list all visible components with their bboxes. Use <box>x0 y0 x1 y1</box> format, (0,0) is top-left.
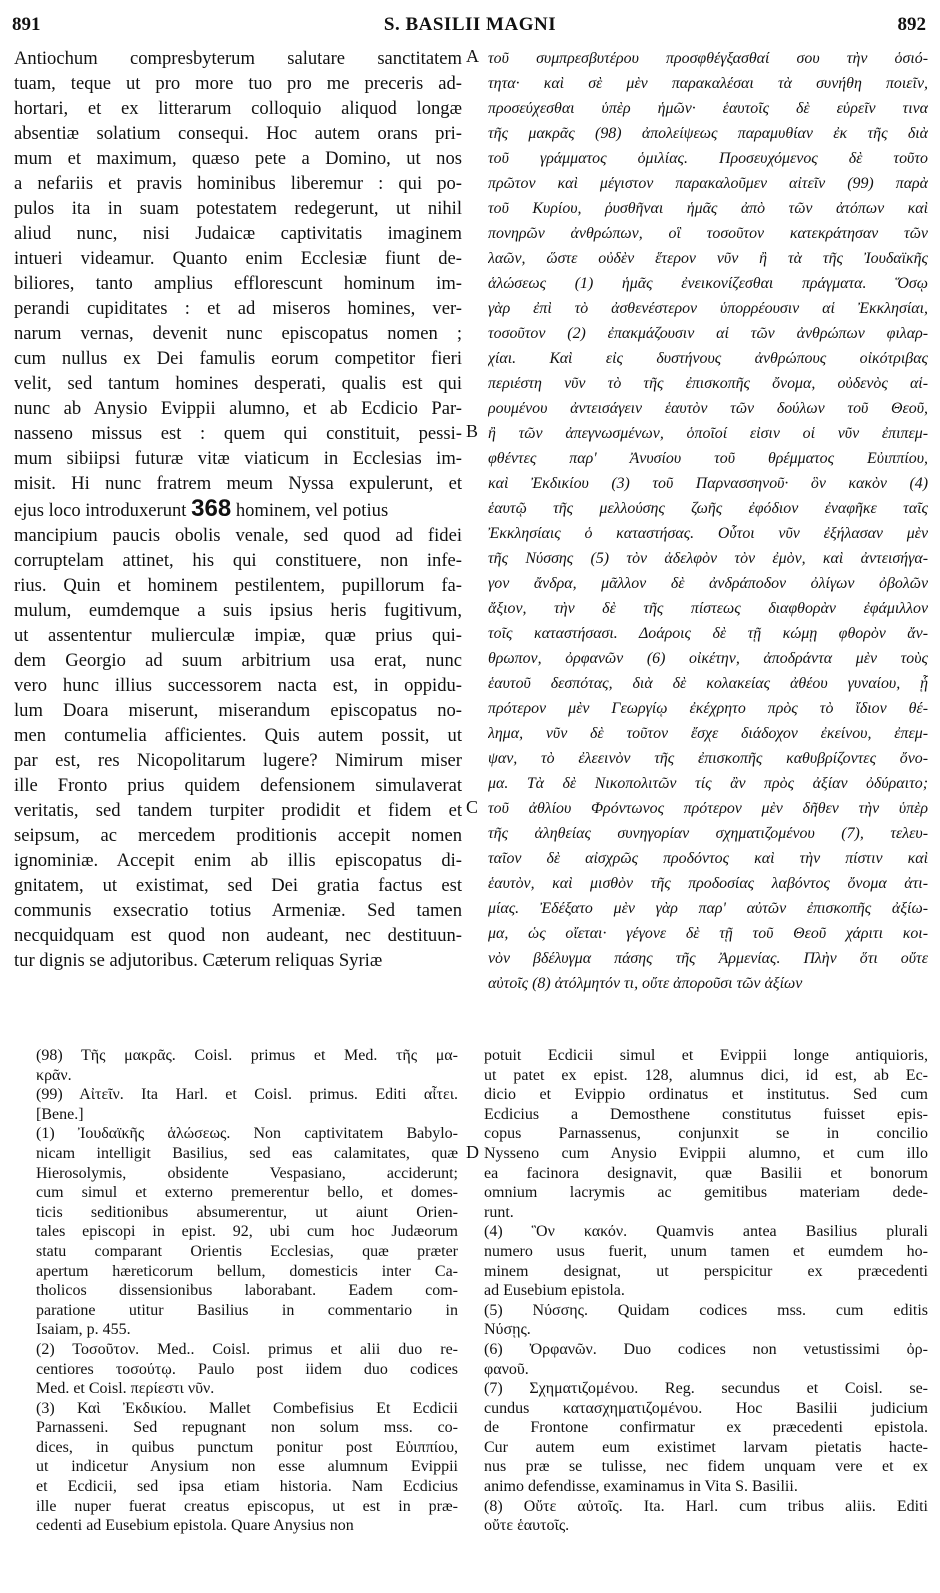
text-line: ille Fronto prius quidem defensionem simulaverat <box>14 775 462 796</box>
text-line: veritatis, sed tandem turpiter prodidit et fidem et <box>14 800 462 821</box>
text-line: ille nuper fuerat creatus episcopus, ut est in præ- <box>36 1497 458 1515</box>
text-line: apertum hæreticorum bellum, domesticis inter Ca- <box>36 1262 458 1280</box>
text-line: μα, ὡς οἴεται· γέγονε δὲ τῇ τοῦ Θεοῦ χάριτι κοι- <box>488 925 928 942</box>
text-line: ut indicetur Anysium non esse alumnum Evippii <box>36 1458 458 1476</box>
text-line: velit, sed tantum homines desperati, qualis est qui <box>14 373 462 394</box>
text-line: cum nullus ex Dei famulis eorum competitor fieri <box>14 348 462 369</box>
text-line: animo defendisse, examinamus in Vita S. Basilii. <box>484 1478 798 1496</box>
text-line: (7) Σχηματιζομένου. Reg. secundus et Coisl. se- <box>484 1380 928 1398</box>
text-line: τῆς Νύσσης (5) τὸν ἀδελφὸν τὸν ἐμὸν, καὶ ἀντεισήγα- <box>488 550 928 567</box>
page-number-right: 892 <box>897 14 926 35</box>
text-line: perandi cupiditates : et ad miseros homines, ver- <box>14 298 462 319</box>
footnote <box>484 1222 928 1300</box>
section-marker-d: D <box>466 1142 479 1162</box>
greek-column <box>488 46 928 996</box>
text-line: ea facinora designavit, quæ Basilii et bonorum <box>484 1164 928 1182</box>
text-line: numero usus fuerit, unum tamen et eumdem ho- <box>484 1242 928 1260</box>
text-line: narum vernas, devenit nunc episcopatus nomen ; <box>14 323 462 344</box>
text-line: necquidquam est quod non audeant, nec destituun- <box>14 925 462 946</box>
text-line: θρωπον, ὀρφανῶν (6) οἰκέτην, ἀποδράντα μὲν τοὺς <box>488 650 928 667</box>
text-line: τητα· καὶ σὲ μὲν παρακαλέσαι τὰ συνήθη ποιεῖν, <box>488 75 928 92</box>
text-line: tur dignis se adjutoribus. Cæterum reliquas Syriæ <box>14 950 383 971</box>
text-line: ψαν, τὸ ἐλεεινὸν τῆς ἐπισκοπῆς καθυβρίζοντες ὄνο- <box>488 750 928 767</box>
text-line: (5) Νύσσης. Quidam codices mss. cum editis <box>484 1301 928 1319</box>
text-line: (4) Ὃν κακόν. Quamvis antea Basilius plurali <box>484 1223 928 1241</box>
column-number: 368 <box>191 496 232 522</box>
text-line: biliores, tanto amplius efflorescunt hominum im- <box>14 273 462 294</box>
text-line: cundus κατασχηματιζομένου. Hoc Basilii judicium <box>484 1399 928 1417</box>
section-marker-c: C <box>466 797 479 817</box>
text-line: αὐτοῖς (8) ἀτόλμητόν τι, οὔτε ἀποροῦσι τῶν ἀξίων <box>488 975 803 992</box>
text-line: hortari, et ex litterarum colloquio aliquod longæ <box>14 98 462 119</box>
text-line: Hierosolymis, obsidente Vespasiano, acciderunt; <box>36 1164 458 1182</box>
text-line: τῆς μακρᾶς (98) ἀπολείψεως παραμυθίαν ἐκ τῆς διὰ <box>488 125 928 142</box>
text-line: nus præ se tulisse, nec fidem unquam vere et ex <box>484 1458 928 1476</box>
text-line: gnitatem, ut existimat, sed Dei gratia factus est <box>14 875 462 896</box>
text-line: dicio et Evippio ordinatus et institutus. Sed cum <box>484 1086 928 1104</box>
text-line: mum sibiipsi futuræ vitæ viaticum in Ecclesias im- <box>14 448 462 469</box>
text-line: περιέστη νῦν τὸ τῆς ἐπισκοπῆς ὄνομα, οὐδενὸς αἱ- <box>488 375 928 392</box>
text-line: rius. Quin et hominem pestilentem, pupillorum fa- <box>14 575 462 596</box>
text-line: (98) Τῆς μακρᾶς. Coisl. primus et Med. τῆς μα- <box>36 1047 458 1064</box>
text-line: pulos ita in suam potestatem redegerunt, ut nihil <box>14 198 462 219</box>
text-line: ignominiæ. Accepit enim ab illis episcopatus di- <box>14 850 462 871</box>
text-line: γον ἄνδρα, μᾶλλον δὲ ἀνδράποδον ὀλίγων ὀβολῶν <box>488 575 928 592</box>
text-line: vero hunc illius successorem nacta est, in oppidu- <box>14 675 462 696</box>
text-line: καὶ Ἐκδικίου (3) τοῦ Παρνασσηνοῦ· ὃν κακὸν (4) <box>488 475 928 492</box>
text-line: nicam intelligit Basilius, sed eas calamitates, quæ <box>36 1144 458 1162</box>
text-line: [Bene.] <box>36 1105 84 1123</box>
text-line: Antiochum compresbyterum salutare sanctitatem <box>14 48 462 69</box>
text-line: Ecdicius a Demosthene constitutus fuisset epis- <box>484 1105 928 1123</box>
text-line: minem designat, ut perspicitur ex præcedenti <box>484 1262 928 1280</box>
text-line: ἁλώσεως (1) ἡμᾶς ἐνεικονίζεσθαι πράγματα. Ὅσῳ <box>488 275 928 292</box>
footnote <box>36 1124 458 1340</box>
text-line: nunc ab Anysio Evippii alumno, et ab Ecdicio Par- <box>14 398 462 419</box>
text-line: ticis seditionibus absumerentur, ut aiunt Orien- <box>36 1203 458 1221</box>
line-text: ejus loco introduxerunt <box>14 500 192 521</box>
text-line: τοσοῦτον (2) ἐπακμάζουσιν αἱ τῶν ἀνθρώπων φιλαρ- <box>488 325 928 342</box>
text-line: τοῦ ἀθλίου Φρόντωνος πρότερον μὲν δῆθεν τὴν ὑπὲρ <box>488 800 928 817</box>
text-line: χίαι. Καὶ εἰς δυστήνους ἀνθρώπους οἰκότριβας <box>488 350 928 367</box>
text-line: Parnasseni. Sed repugnant non solum mss. co- <box>36 1419 458 1437</box>
text-line: τοῦ συμπρεσβυτέρου προσφθέγξασθαί σου τὴν ὁσιό- <box>488 50 928 67</box>
text-line: tuam, teque ut pro more tuo pro me preceris ad- <box>14 73 462 94</box>
text-line: (1) Ἰουδαϊκῆς ἁλώσεως. Non captivitatem Babylo- <box>36 1125 458 1143</box>
text-line: mulum, eumdemque a suis ipsius heris fugitivum, <box>14 600 462 621</box>
text-line: dices, in quibus punctum ponitur post Εὐιππίου, <box>36 1438 458 1456</box>
text-line: μίας. Ἐδέξατο μὲν γὰρ παρ' αὐτῶν ἐπισκοπῆς ἀξίω- <box>488 900 928 917</box>
text-line: οὔτε ἑαυτοῖς. <box>484 1517 570 1535</box>
text-line: (3) Καὶ Ἐκδικίου. Mallet Combefisius Et Ecdicii <box>36 1399 458 1417</box>
text-line: et Ecdicii, sed ipsa etiam historia. Nam Ecdicius <box>36 1478 458 1496</box>
footnote <box>36 1399 458 1536</box>
text-line: πρότερον μὲν Γεωργίῳ ἐκέχρητο πρὸς τὸ ἴδιον θέ- <box>488 700 928 717</box>
text-line: aliud nunc, nisi Judaicæ captivitatis imaginem <box>14 223 462 244</box>
text-line: paratione utitur Basilius in commentario in <box>36 1301 458 1319</box>
text-line: cedenti ad Eusebium epistola. Quare Anysius non <box>36 1517 354 1535</box>
text-line: ad Eusebium epistola. <box>484 1282 625 1300</box>
footnote <box>36 1340 458 1399</box>
text-line: τοῖς καταστήσασι. Δοάροις δὲ τῇ κώμῃ φθορὸν ἄν- <box>488 625 928 642</box>
text-line: ἑαυτῷ τῆς μελλούσης ζωῆς ἐφόδιον ἐναφῆκε ταῖς <box>488 500 928 517</box>
latin-column <box>14 46 462 973</box>
text-line: Νύσῃς. <box>484 1321 531 1339</box>
text-line: men contumelia afficientes. Quis autem possit, ut <box>14 725 462 746</box>
footnote <box>484 1497 928 1536</box>
text-line: ut patet ex epist. 128, alumnus dici, id est, ab Ec- <box>484 1066 928 1084</box>
text-line: seipsum, ac mercedem proditionis accepit nomen <box>14 825 462 846</box>
text-line: τοῦ γράμματος ὁμιλίας. Προσευχόμενος δὲ τοῦτο <box>488 150 928 167</box>
footnote <box>484 1379 928 1497</box>
text-line: centiores τοσούτῳ. Paulo post iidem duo codices <box>36 1360 458 1378</box>
text-line: absentiæ solatium consequi. Hoc autem orans pri- <box>14 123 462 144</box>
text-line: statu comparant Orientis Ecclesias, quæ præter <box>36 1242 458 1260</box>
text-line: Nysseno cum Anysio Evippii alumno, et cum illo <box>484 1144 928 1162</box>
text-line: runt. <box>484 1203 514 1221</box>
text-line: tholicos dissensionibus laborabant. Eadem com- <box>36 1282 458 1300</box>
text-line: a nefariis et pravis hominibus liberemur : qui po- <box>14 173 462 194</box>
text-line: ἄξιον, τὴν δὲ τῆς πίστεως διαφθορὰν ἐφάμιλλον <box>488 600 928 617</box>
text-line: ταῖον δὲ αἰσχρῶς προδόντος καὶ τὴν πίστιν καὶ <box>488 850 928 867</box>
text-line: λαῶν, ὥστε οὐδὲν ἕτερον νῦν ἢ τὰ τῆς Ἰουδαϊκῆς <box>488 250 928 267</box>
text-line: (2) Τοσοῦτον. Med.. Coisl. primus et alii duo re- <box>36 1340 458 1358</box>
text-line: φανοῦ. <box>484 1360 529 1378</box>
text-line: Ἐκκλησίαις ὁ καταστήσας. Οὗτοι νῦν ἐξήλασαν μὲν <box>488 525 928 542</box>
text-line: potuit Ecdicii simul et Evippii longe antiquioris, <box>484 1047 928 1064</box>
text-line: πρῶτον καὶ μέγιστον παρακαλοῦμεν αἰτεῖν (99) παρὰ <box>488 175 928 192</box>
text-line: misit. Hi nunc fratrem meum Nyssa expulerunt, et <box>14 473 462 494</box>
text-line: προσεύχεσθαι ὑπὲρ ἡμῶν· ἑαυτοῖς δὲ εὑρεῖν τινα <box>488 100 928 117</box>
text-line: λημα, νῦν δὲ τοῦτον ἔσχε διάδοχον ἐκείνου, ἐπεμ- <box>488 725 928 742</box>
text-line: ἑαυτὸν, καὶ μισθὸν τῆς προδοσίας λαβόντος ὄνομα ἀτι- <box>488 875 928 892</box>
section-marker-a: A <box>466 46 479 66</box>
text-line: κρᾶν. <box>36 1066 72 1084</box>
text-line: ἑαυτοῦ δεσπότας, διὰ δὲ κολακείας ἀθέου γυναίου, ᾗ <box>488 675 928 692</box>
text-line: τοῦ Κυρίου, ῥυσθῆναι ἡμᾶς ἀπὸ τῶν ἀτόπων καὶ <box>488 200 928 217</box>
text-line: par est, res Nicopolitarum lugere? Nimirum miser <box>14 750 462 771</box>
text-line: tales episcopi in epist. 92, ubi cum hoc Judæorum <box>36 1223 458 1241</box>
text-line: ut assententur mulierculæ impiæ, quæ prius qui- <box>14 625 462 646</box>
text-line: mum et maximum, quæso pete a Domino, ut nos <box>14 148 462 169</box>
running-title: S. BASILII MAGNI <box>383 14 557 35</box>
text-line: φθέντες παρ' Ἀνυσίου τοῦ θρέμματος Εὐιππίου, <box>488 450 928 467</box>
page-header <box>0 8 940 38</box>
footnote <box>484 1340 928 1379</box>
text-line: ρουμένου ἀντεισάγειν ἑαυτὸν τῶν δούλων τοῦ Θεοῦ, <box>488 400 928 417</box>
page-number-left: 891 <box>12 14 41 35</box>
text-line: corruptelam attinet, his qui constituere, non infe- <box>14 550 462 571</box>
text-line: Cur autem eum existimet larvam pietatis hacte- <box>484 1438 928 1456</box>
text-line: νὸν βδέλυγμα πάσης τῆς Ἀρμενίας. Πλὴν ὅτι οὔτε <box>488 950 928 967</box>
text-line <box>14 496 462 523</box>
text-line: πονηρῶν ἀνθρώπων, οἳ τοσοῦτον κατεκράτησαν τῶν <box>488 225 928 242</box>
text-line: μα. Τὰ δὲ Νικοπολιτῶν τίς ἂν πρὸς ἀξίαν ὀδύραιτο; <box>488 775 928 792</box>
text-line: cum simul et externo premerentur bello, et domes- <box>36 1184 458 1202</box>
text-line: τῆς ἀληθείας συνηγορίαν σχηματιζομένου (7), τελευ- <box>488 825 928 842</box>
text-line: ἢ τῶν ἀπεγνωσμένων, ὁποῖοί εἰσιν οἱ νῦν ἐπιπεμ- <box>488 425 928 442</box>
text-line: intueri videamur. Quanto enim Ecclesiæ fiunt de- <box>14 248 462 269</box>
text-line: nasseno missus est : quem qui constituit, pessi- <box>14 423 462 444</box>
footnote <box>36 1085 458 1124</box>
text-line: copus Parnassenus, conjunxit se in concilio <box>484 1125 928 1143</box>
footnotes-right <box>484 1046 928 1536</box>
footnote <box>484 1046 928 1222</box>
text-line: mancipium paucis obolis venale, sed quod ad fidei <box>14 525 462 546</box>
text-line: de Frontone confirmatur ex præcedenti epistola. <box>484 1419 928 1437</box>
footnote <box>36 1046 458 1085</box>
footnote <box>484 1301 928 1340</box>
line-text: hominem, vel potius <box>231 500 389 521</box>
text-line: (6) Ὀρφανῶν. Duo codices non vetustissimi ὀρ- <box>484 1340 928 1358</box>
text-line: (99) Αἰτεῖν. Ita Harl. et Coisl. primus. Editi αἶτει. <box>36 1086 458 1104</box>
text-line: γὰρ ἐπὶ τὸ ἀσθενέστερον ὑπορρέουσιν αἱ Ἐκκλησίαι, <box>488 300 928 317</box>
text-line: (8) Οὔτε αὐτοῖς. Ita. Harl. cum tribus aliis. Editi <box>484 1497 928 1515</box>
footnotes-left <box>36 1046 458 1536</box>
text-line: dem Georgio ad suum arbitrium usa erat, nunc <box>14 650 462 671</box>
text-line: Med. et Coisl. περίεστι νῦν. <box>36 1380 215 1398</box>
text-line: lum Doara miserunt, miserandum episcopatus no- <box>14 700 462 721</box>
section-marker-b: B <box>466 421 479 441</box>
text-line: communis exsecratio totius Armeniæ. Sed tamen <box>14 900 462 921</box>
text-line: Isaiam, p. 455. <box>36 1321 131 1339</box>
text-line: omnium lacrymis ac gemitibus materiam dede- <box>484 1184 928 1202</box>
